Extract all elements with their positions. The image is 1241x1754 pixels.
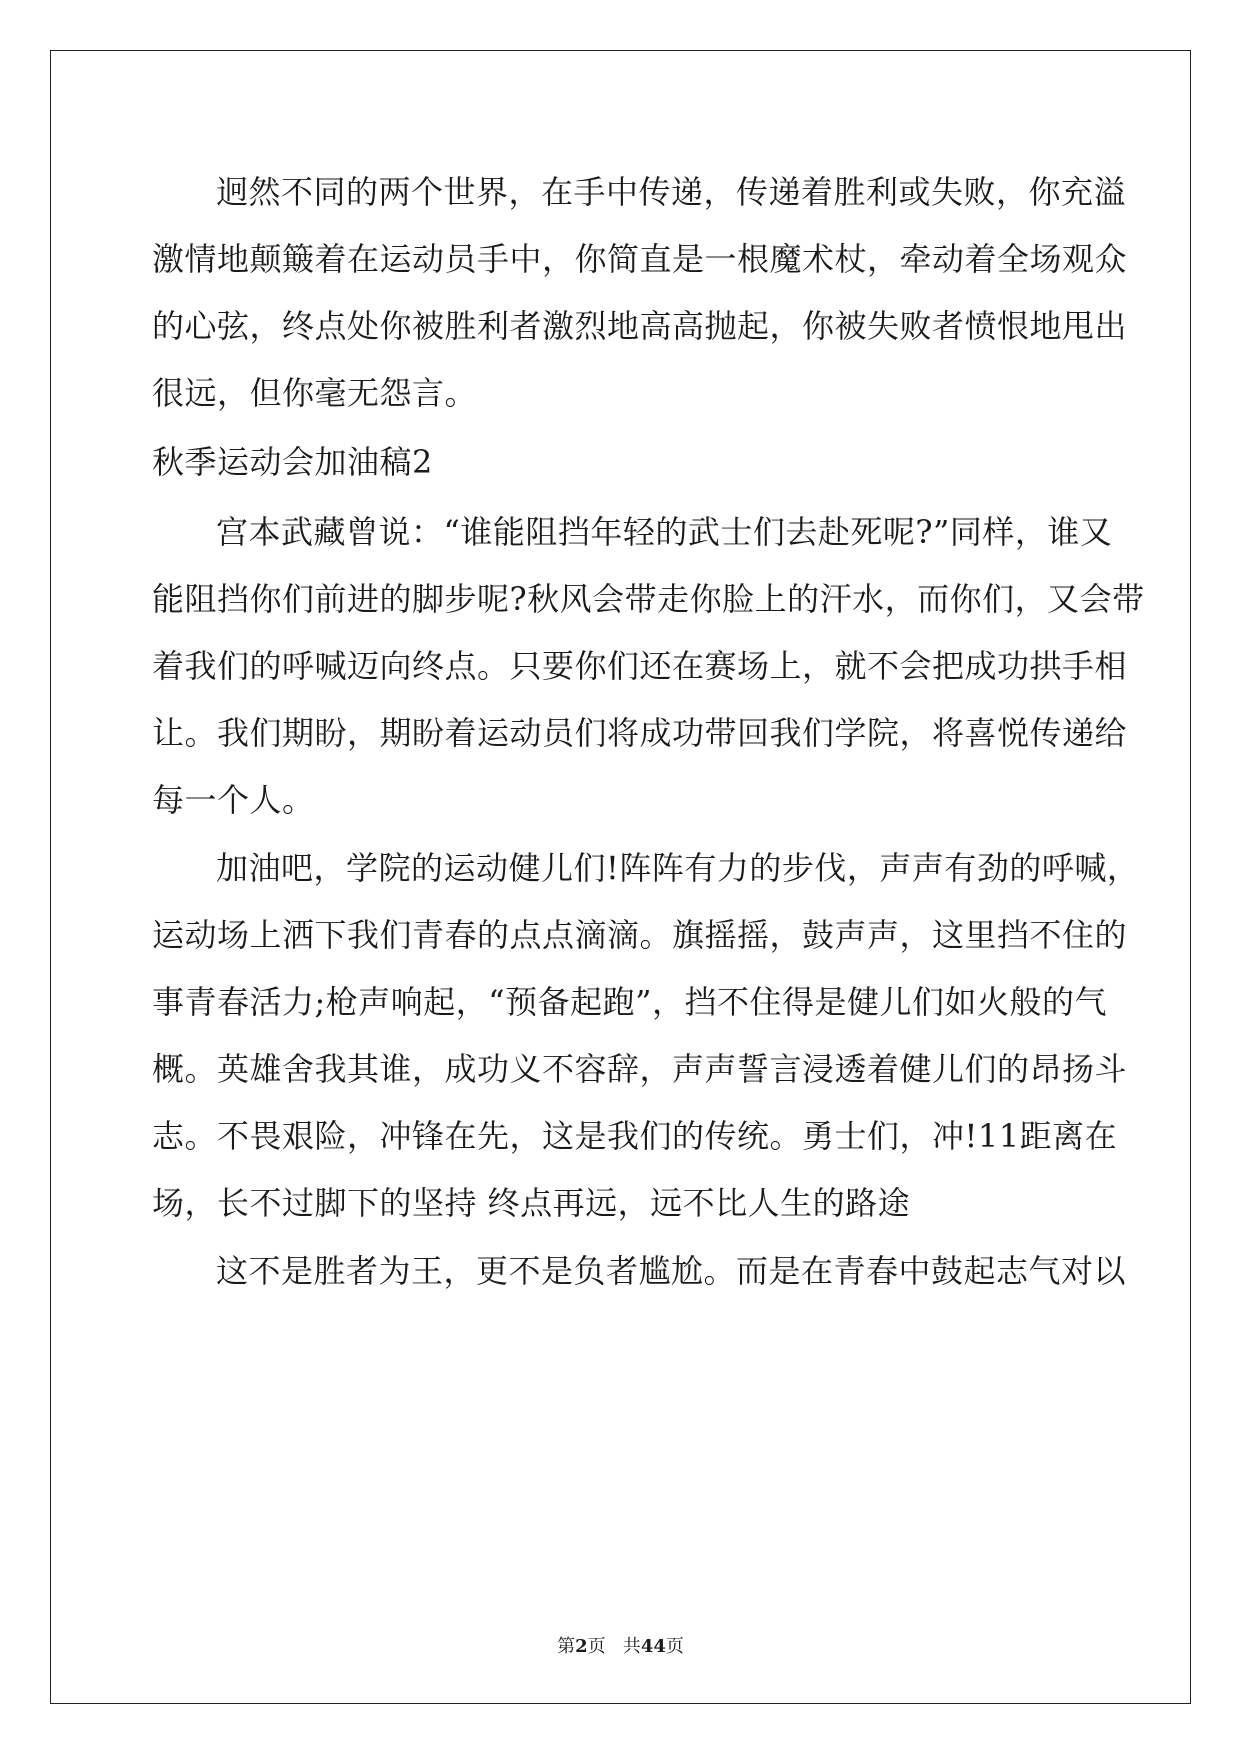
- paragraph-line: 运动场上洒下我们青春的点点滴滴。旗摇摇，鼓声声，这里挡不住的: [152, 916, 1128, 954]
- paragraph-line: 这不是胜者为王，更不是负者尴尬。而是在青春中鼓起志气对以: [216, 1252, 1127, 1290]
- footer-total-suffix: 页: [665, 1636, 684, 1657]
- paragraph-line: 的心弦，终点处你被胜利者激烈地高高抛起，你被失败者愤恨地甩出: [152, 307, 1128, 345]
- page-footer: [0, 1632, 1241, 1658]
- paragraph-line: 很远，但你毫无怨言。: [152, 374, 478, 412]
- paragraph-line: 激情地颠簸着在运动员手中，你简直是一根魔术杖，牵动着全场观众: [152, 240, 1128, 278]
- paragraph-line: 能阻挡你们前进的脚步呢?秋风会带走你脸上的汗水，而你们，又会带: [152, 580, 1145, 618]
- paragraph-line: 宫本武藏曾说：“谁能阻挡年轻的武士们去赴死呢?”同样，谁又: [216, 513, 1113, 551]
- paragraph-line: 概。英雄舍我其谁，成功义不容辞，声声誓言浸透着健儿们的昂扬斗: [152, 1050, 1128, 1088]
- paragraph-line: 场，长不过脚下的坚持 终点再远，远不比人生的路途: [152, 1184, 911, 1222]
- footer-prefix: 第: [557, 1636, 576, 1657]
- section-heading: 秋季运动会加油稿2: [152, 443, 433, 481]
- paragraph-line: 每一个人。: [152, 781, 315, 819]
- paragraph-line: 加油吧，学院的运动健儿们!阵阵有力的步伐，声声有劲的呼喊，: [216, 849, 1140, 887]
- paragraph-line: 让。我们期盼，期盼着运动员们将成功带回我们学院，将喜悦传递给: [152, 714, 1128, 752]
- paragraph-line: 迥然不同的两个世界，在手中传递，传递着胜利或失败，你充溢: [216, 173, 1127, 211]
- page-number: 2: [575, 1636, 588, 1657]
- footer-total-prefix: 共: [622, 1636, 641, 1657]
- footer-page-suffix: 页: [587, 1636, 606, 1657]
- paragraph-line: 事青春活力;枪声响起，“预备起跑”，挡不住得是健儿们如火般的气: [152, 983, 1108, 1021]
- total-pages: 44: [640, 1636, 666, 1657]
- paragraph-line: 志。不畏艰险，冲锋在先，这是我们的传统。勇士们，冲!11距离在: [152, 1117, 1118, 1155]
- paragraph-line: 着我们的呼喊迈向终点。只要你们还在赛场上，就不会把成功拱手相: [152, 647, 1128, 685]
